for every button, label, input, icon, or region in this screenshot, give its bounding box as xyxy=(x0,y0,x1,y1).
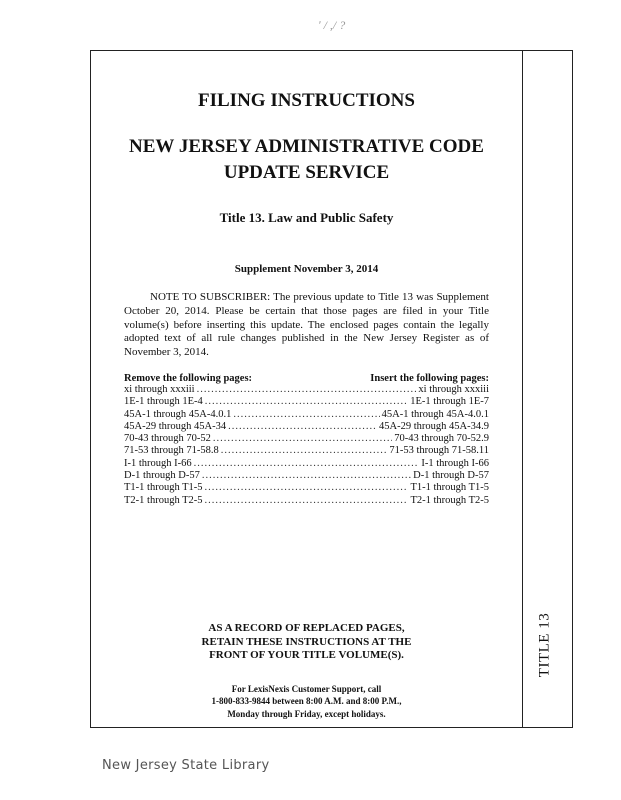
code-title-line2: UPDATE SERVICE xyxy=(223,162,390,183)
leader-dots xyxy=(202,470,411,482)
leader-dots xyxy=(233,409,379,421)
remove-range: 45A-1 through 45A-4.0.1 xyxy=(124,408,232,420)
leader-dots xyxy=(213,433,392,445)
remove-range: 45A-29 through 45A-34 xyxy=(124,420,227,432)
remove-range: T2-1 through T2-5 xyxy=(124,494,203,506)
side-tab xyxy=(520,605,570,685)
record-line3: FRONT OF YOUR TITLE VOLUME(S). xyxy=(209,649,404,661)
remove-range: D-1 through D-57 xyxy=(124,470,200,482)
table-row xyxy=(124,384,489,396)
table-row xyxy=(124,495,489,507)
remove-range: xi through xxxiii xyxy=(124,383,195,395)
insert-range: T1-1 through T1-5 xyxy=(410,482,489,494)
code-title-line1: NEW JERSEY ADMINISTRATIVE CODE xyxy=(129,136,484,157)
table-row xyxy=(124,433,489,445)
insert-range: xi through xxxiii xyxy=(418,383,489,395)
remove-range: T1-1 through T1-5 xyxy=(124,482,203,494)
remove-range: 1E-1 through 1E-4 xyxy=(124,396,203,408)
side-tab-label: TITLE 13 xyxy=(536,612,553,678)
handwritten-marks: ʹ / ,/ ? xyxy=(318,18,346,32)
leader-dots xyxy=(221,445,388,457)
leader-dots xyxy=(205,482,409,494)
insert-range: 1E-1 through 1E-7 xyxy=(410,396,489,408)
page-table xyxy=(124,384,489,507)
leader-dots xyxy=(197,384,417,396)
insert-range: D-1 through D-57 xyxy=(413,470,489,482)
code-title xyxy=(124,134,489,186)
table-row xyxy=(124,421,489,433)
table-row xyxy=(124,458,489,470)
library-stamp: New Jersey State Library xyxy=(102,758,270,773)
support-line1: For LexisNexis Customer Support, call xyxy=(231,683,382,694)
support-line3: Monday through Friday, except holidays. xyxy=(227,708,386,719)
remove-range: 70-43 through 70-52 xyxy=(124,433,211,445)
remove-header: Remove the following pages: xyxy=(124,372,253,384)
insert-header: Insert the following pages: xyxy=(370,372,489,384)
table-row xyxy=(124,409,489,421)
leader-dots xyxy=(228,421,377,433)
leader-dots xyxy=(205,495,409,507)
insert-range: 71-53 through 71-58.11 xyxy=(389,445,489,457)
remove-range: I-1 through I-66 xyxy=(124,457,192,469)
leader-dots xyxy=(194,458,420,470)
insert-range: 70-43 through 70-52.9 xyxy=(394,433,489,445)
table-row xyxy=(124,482,489,494)
leader-dots xyxy=(205,396,409,408)
table-row xyxy=(124,396,489,408)
table-row xyxy=(124,445,489,457)
insert-range: T2-1 through T2-5 xyxy=(410,494,489,506)
footer-block xyxy=(124,622,489,720)
supplement-date: Supplement November 3, 2014 xyxy=(234,263,379,275)
remove-range: 71-53 through 71-58.8 xyxy=(124,445,219,457)
document-body xyxy=(124,80,489,507)
title-line: Title 13. Law and Public Safety xyxy=(219,210,394,225)
insert-range: I-1 through I-66 xyxy=(421,457,489,469)
record-line2: RETAIN THESE INSTRUCTIONS AT THE xyxy=(201,635,412,648)
insert-range: 45A-1 through 45A-4.0.1 xyxy=(381,408,489,420)
support-info xyxy=(124,683,489,721)
record-line1: AS A RECORD OF REPLACED PAGES, xyxy=(208,622,405,634)
page-heading: FILING INSTRUCTIONS xyxy=(198,90,415,111)
subscriber-note: NOTE TO SUBSCRIBER: The previous update to Title 13 was Supplement October 20, 2014. Please be certain that those pages are filed in your Title volume(s) before inserting this update. The enclosed pages contain the legally adopted text of all rule changes published in the New Jersey Register as of November 3, 2014. xyxy=(124,291,489,359)
table-row xyxy=(124,470,489,482)
insert-range: 45A-29 through 45A-34.9 xyxy=(379,420,489,432)
table-header xyxy=(124,373,489,384)
record-notice xyxy=(124,622,489,663)
support-line2: 1-800-833-9844 between 8:00 A.M. and 8:00 P.M., xyxy=(211,696,402,706)
